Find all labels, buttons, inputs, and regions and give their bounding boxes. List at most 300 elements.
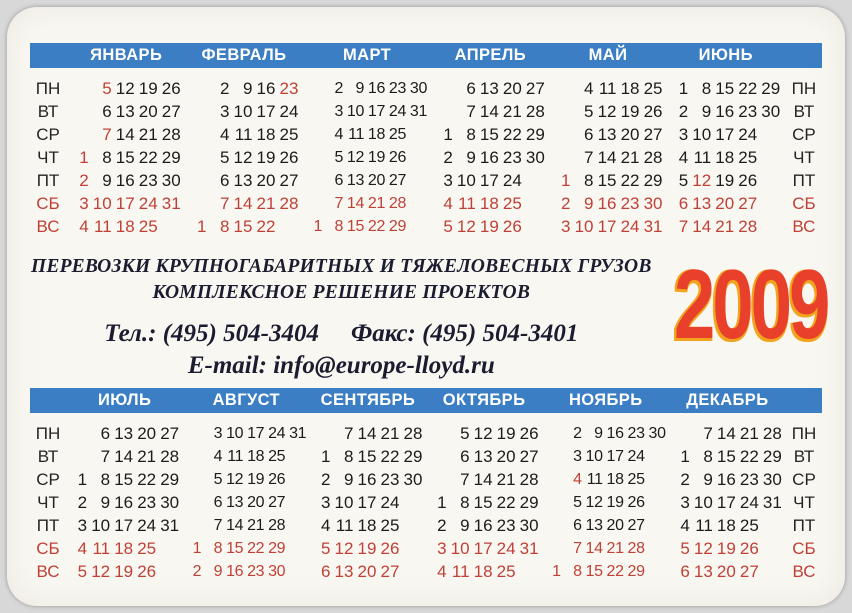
day-october-23: 23 — [496, 515, 516, 535]
day-july-11: 11 — [92, 538, 111, 558]
month-june-СБ-cells — [668, 194, 783, 214]
day-october-30: 30 — [519, 515, 539, 535]
day-february-24: 24 — [279, 101, 299, 121]
day-september-29: 29 — [403, 446, 423, 466]
email-line — [31, 350, 652, 382]
label-spacer — [786, 400, 822, 401]
day-january-11: 11 — [94, 216, 112, 236]
day-may-2: 2 — [561, 193, 571, 213]
day-june-19: 19 — [715, 170, 735, 190]
day-october-25: 25 — [496, 561, 516, 581]
day-may-22: 22 — [620, 170, 640, 190]
day-july-8: 8 — [100, 469, 111, 489]
month-may-ПН-cells — [551, 79, 666, 99]
empty-slot — [551, 102, 574, 122]
day-august-11: 11 — [227, 447, 244, 465]
day-april-6: 6 — [466, 78, 476, 98]
day-december-2: 2 — [680, 469, 690, 489]
weekday-row-ПТ — [30, 169, 822, 192]
day-july-3: 3 — [77, 515, 88, 535]
day-october-8: 8 — [460, 492, 470, 512]
day-february-2: 2 — [219, 78, 230, 98]
day-april-30: 30 — [525, 147, 545, 167]
month-september-ВТ-cells — [310, 447, 425, 467]
day-december-1: 1 — [680, 446, 690, 466]
day-august-23: 23 — [247, 562, 265, 580]
day-october-1: 1 — [437, 492, 447, 512]
day-april-10: 10 — [456, 170, 476, 190]
weekday-label-left-ВС: ВС — [36, 216, 60, 236]
day-september-4: 4 — [320, 515, 331, 535]
day-january-26: 26 — [161, 78, 181, 98]
empty-slot — [402, 516, 425, 536]
day-november-2: 2 — [573, 424, 582, 442]
day-july-5: 5 — [77, 561, 88, 581]
phone-fax-line — [31, 318, 652, 350]
empty-slot — [427, 424, 450, 444]
empty-slot — [159, 562, 182, 582]
day-october-26: 26 — [519, 423, 539, 443]
month-august-СР-cells — [183, 471, 309, 489]
day-march-4: 4 — [334, 125, 344, 143]
month-august-ПТ-cells — [183, 517, 309, 535]
day-march-27: 27 — [388, 171, 407, 189]
day-september-23: 23 — [380, 469, 400, 489]
day-january-23: 23 — [138, 170, 158, 190]
month-december-ПН-cells — [670, 424, 785, 444]
day-september-16: 16 — [357, 469, 377, 489]
day-november-20: 20 — [606, 516, 624, 534]
day-may-26: 26 — [643, 101, 663, 121]
month-april-ЧТ-cells — [433, 148, 548, 168]
day-august-31: 31 — [289, 424, 307, 442]
day-november-22: 22 — [606, 562, 624, 580]
empty-slot — [278, 217, 301, 237]
day-april-29: 29 — [525, 124, 545, 144]
empty-slot — [183, 517, 204, 535]
day-january-6: 6 — [102, 101, 112, 121]
day-november-8: 8 — [573, 562, 582, 580]
day-october-29: 29 — [519, 492, 539, 512]
month-may-ВТ-cells — [551, 102, 666, 122]
day-august-27: 27 — [268, 493, 286, 511]
day-july-16: 16 — [114, 492, 134, 512]
day-september-1: 1 — [320, 446, 331, 466]
day-november-26: 26 — [627, 493, 645, 511]
day-may-16: 16 — [597, 193, 617, 213]
day-january-2: 2 — [79, 170, 89, 190]
empty-slot — [288, 540, 309, 558]
day-december-27: 27 — [739, 561, 759, 581]
day-february-22: 22 — [256, 216, 276, 236]
day-june-11: 11 — [693, 147, 712, 167]
empty-slot — [186, 102, 209, 122]
day-september-26: 26 — [380, 538, 400, 558]
day-may-6: 6 — [584, 124, 594, 144]
day-december-7: 7 — [703, 423, 713, 443]
month-may-ПТ-cells — [551, 171, 666, 191]
empty-slot — [161, 217, 184, 237]
day-may-3: 3 — [561, 216, 571, 236]
day-february-15: 15 — [233, 216, 253, 236]
day-july-7: 7 — [100, 446, 111, 466]
company-info — [31, 252, 652, 382]
day-november-29: 29 — [627, 562, 645, 580]
email-address: E-mail: info@europe-lloyd.ru — [187, 352, 495, 379]
empty-slot — [762, 516, 785, 536]
day-december-21: 21 — [739, 423, 759, 443]
empty-slot — [551, 125, 574, 145]
month-september-ЧТ-cells — [310, 493, 425, 513]
day-may-17: 17 — [597, 216, 617, 236]
day-january-8: 8 — [102, 147, 112, 167]
day-april-27: 27 — [525, 78, 545, 98]
day-january-27: 27 — [161, 101, 181, 121]
day-june-13: 13 — [692, 193, 712, 213]
day-august-20: 20 — [247, 493, 265, 511]
day-february-17: 17 — [256, 101, 276, 121]
day-december-4: 4 — [680, 515, 690, 535]
month-july-СБ-cells — [67, 539, 182, 559]
day-april-9: 9 — [466, 147, 476, 167]
day-february-28: 28 — [279, 193, 299, 213]
day-may-10: 10 — [574, 216, 594, 236]
day-june-26: 26 — [738, 170, 758, 190]
day-may-19: 19 — [620, 101, 640, 121]
day-june-21: 21 — [715, 216, 735, 236]
day-may-31: 31 — [643, 216, 663, 236]
day-june-2: 2 — [678, 101, 689, 121]
month-october-ВС-cells — [427, 562, 542, 582]
day-december-10: 10 — [693, 492, 713, 512]
day-october-6: 6 — [460, 446, 470, 466]
day-july-21: 21 — [137, 446, 157, 466]
day-november-14: 14 — [585, 539, 603, 557]
empty-slot — [304, 103, 325, 121]
empty-slot — [427, 447, 450, 467]
day-august-17: 17 — [247, 424, 265, 442]
day-september-8: 8 — [343, 446, 354, 466]
day-september-25: 25 — [380, 515, 400, 535]
day-june-20: 20 — [715, 193, 735, 213]
month-june-ПТ-cells — [668, 171, 783, 191]
day-october-7: 7 — [460, 469, 470, 489]
day-january-21: 21 — [138, 124, 158, 144]
day-april-14: 14 — [479, 101, 499, 121]
month-september-ПН-cells — [310, 424, 425, 444]
day-april-11: 11 — [458, 193, 476, 213]
month-title-august: АВГУСТ — [212, 391, 280, 409]
day-october-15: 15 — [473, 492, 493, 512]
month-august-ПН-cells — [183, 425, 309, 443]
month-june-СР-cells — [668, 125, 783, 145]
day-december-30: 30 — [762, 469, 782, 489]
day-march-8: 8 — [334, 217, 344, 235]
weekday-row-ЧТ — [30, 491, 822, 514]
empty-slot — [762, 539, 785, 559]
day-february-4: 4 — [219, 124, 230, 144]
day-december-29: 29 — [762, 446, 782, 466]
empty-slot — [67, 424, 90, 444]
month-december-ЧТ-cells — [670, 493, 785, 513]
empty-slot — [288, 471, 309, 489]
day-may-24: 24 — [620, 216, 640, 236]
day-december-17: 17 — [716, 492, 736, 512]
month-november-ПН-cells — [543, 425, 669, 443]
weekday-label-left-ПН: ПН — [35, 78, 61, 98]
day-november-21: 21 — [606, 539, 624, 557]
day-july-29: 29 — [160, 469, 180, 489]
month-october-ПТ-cells — [427, 516, 542, 536]
day-august-24: 24 — [268, 424, 286, 442]
day-october-3: 3 — [437, 538, 447, 558]
month-may-ЧТ-cells — [551, 148, 666, 168]
day-april-26: 26 — [502, 216, 522, 236]
day-february-25: 25 — [279, 124, 299, 144]
day-september-14: 14 — [357, 423, 377, 443]
day-june-23: 23 — [738, 101, 758, 121]
day-september-17: 17 — [357, 492, 377, 512]
day-january-20: 20 — [138, 101, 158, 121]
day-june-14: 14 — [692, 216, 712, 236]
day-may-13: 13 — [597, 124, 617, 144]
fax-number: Факс: (495) 504-3401 — [350, 320, 579, 347]
day-november-11: 11 — [586, 470, 603, 488]
empty-slot — [648, 448, 669, 466]
empty-slot — [304, 172, 325, 190]
day-august-2: 2 — [192, 562, 202, 580]
empty-slot — [760, 171, 783, 191]
month-january-СР-cells — [69, 125, 184, 145]
month-november-СБ-cells — [543, 540, 669, 558]
day-june-16: 16 — [715, 101, 735, 121]
day-july-28: 28 — [160, 446, 180, 466]
day-september-15: 15 — [357, 446, 377, 466]
day-march-5: 5 — [334, 148, 344, 166]
day-november-3: 3 — [573, 447, 582, 465]
day-november-27: 27 — [627, 516, 645, 534]
day-march-14: 14 — [346, 194, 365, 212]
day-march-12: 12 — [346, 148, 365, 166]
day-june-24: 24 — [738, 124, 758, 144]
day-february-6: 6 — [219, 170, 230, 190]
month-august-ВТ-cells — [183, 448, 309, 466]
weekday-label-right-ВТ: ВТ — [793, 101, 815, 121]
day-march-25: 25 — [388, 125, 407, 143]
empty-slot — [543, 425, 564, 443]
month-april-СБ-cells — [433, 194, 548, 214]
day-june-1: 1 — [678, 78, 689, 98]
day-february-5: 5 — [219, 147, 230, 167]
day-september-12: 12 — [334, 538, 354, 558]
empty-slot — [402, 539, 425, 559]
day-august-10: 10 — [226, 424, 244, 442]
empty-slot — [543, 540, 564, 558]
month-march-СБ-cells — [304, 195, 430, 213]
calendar-top-half — [7, 7, 845, 238]
day-april-22: 22 — [502, 124, 522, 144]
day-april-12: 12 — [456, 216, 476, 236]
day-march-20: 20 — [367, 171, 386, 189]
day-december-5: 5 — [680, 538, 690, 558]
empty-slot — [186, 194, 209, 214]
day-november-9: 9 — [594, 424, 603, 442]
day-june-4: 4 — [678, 147, 689, 167]
day-february-12: 12 — [233, 147, 253, 167]
weekday-label-right-ПН: ПН — [791, 423, 817, 443]
weekday-label-right-СБ: СБ — [792, 538, 816, 558]
weekday-label-left-ВТ: ВТ — [37, 101, 59, 121]
weekday-label-right-ПТ: ПТ — [792, 170, 816, 190]
day-november-23: 23 — [627, 424, 645, 442]
day-february-23: 23 — [279, 78, 299, 98]
day-november-30: 30 — [648, 424, 666, 442]
empty-slot — [519, 562, 542, 582]
day-june-8: 8 — [701, 78, 712, 98]
day-july-15: 15 — [114, 469, 134, 489]
empty-slot — [69, 102, 92, 122]
day-august-7: 7 — [213, 516, 223, 534]
day-october-11: 11 — [451, 561, 470, 581]
day-february-10: 10 — [233, 101, 253, 121]
day-january-17: 17 — [115, 193, 135, 213]
day-april-1: 1 — [443, 124, 453, 144]
day-june-18: 18 — [715, 147, 735, 167]
day-october-24: 24 — [496, 538, 516, 558]
day-november-10: 10 — [585, 447, 603, 465]
weekday-label-right-ЧТ: ЧТ — [793, 492, 815, 512]
day-july-20: 20 — [137, 423, 157, 443]
month-november-ВС-cells — [543, 563, 669, 581]
day-march-24: 24 — [388, 102, 407, 120]
month-february-ВС-cells — [186, 217, 301, 237]
day-may-5: 5 — [584, 101, 594, 121]
empty-slot — [159, 539, 182, 559]
day-october-19: 19 — [496, 423, 516, 443]
day-july-25: 25 — [137, 538, 157, 558]
day-september-19: 19 — [357, 538, 377, 558]
day-november-28: 28 — [627, 539, 645, 557]
day-april-16: 16 — [479, 147, 499, 167]
day-october-16: 16 — [473, 515, 493, 535]
empty-slot — [760, 125, 783, 145]
empty-slot — [525, 171, 548, 191]
day-april-25: 25 — [502, 193, 522, 213]
day-february-8: 8 — [219, 216, 230, 236]
label-spacer — [30, 55, 66, 56]
month-february-ВТ-cells — [186, 102, 301, 122]
day-may-1: 1 — [561, 170, 571, 190]
month-header-bar — [30, 43, 822, 68]
empty-slot — [69, 79, 92, 99]
empty-slot — [543, 517, 564, 535]
day-september-22: 22 — [380, 446, 400, 466]
day-may-12: 12 — [597, 101, 617, 121]
day-july-26: 26 — [137, 561, 157, 581]
day-december-12: 12 — [693, 538, 713, 558]
day-december-25: 25 — [739, 515, 759, 535]
month-january-ВС-cells — [69, 217, 184, 237]
empty-slot — [186, 148, 209, 168]
year-badge — [652, 249, 834, 359]
empty-slot — [760, 148, 783, 168]
day-november-12: 12 — [585, 493, 603, 511]
day-march-13: 13 — [346, 171, 365, 189]
day-march-7: 7 — [334, 194, 344, 212]
day-march-6: 6 — [334, 171, 344, 189]
day-february-13: 13 — [233, 170, 253, 190]
day-january-7: 7 — [102, 124, 112, 144]
day-october-31: 31 — [519, 538, 539, 558]
empty-slot — [288, 448, 309, 466]
day-may-4: 4 — [584, 78, 594, 98]
day-march-1: 1 — [313, 217, 323, 235]
day-january-10: 10 — [92, 193, 112, 213]
day-july-18: 18 — [114, 538, 134, 558]
weekday-label-right-СР: СР — [792, 124, 816, 144]
weekday-label-right-ВС: ВС — [792, 216, 816, 236]
weekday-label-right-ВС: ВС — [792, 561, 816, 581]
empty-slot — [409, 126, 430, 144]
month-february-ЧТ-cells — [186, 148, 301, 168]
day-february-18: 18 — [256, 124, 276, 144]
day-may-11: 11 — [598, 78, 617, 98]
day-january-14: 14 — [115, 124, 135, 144]
day-november-17: 17 — [606, 447, 624, 465]
month-february-СБ-cells — [186, 194, 301, 214]
day-june-6: 6 — [678, 193, 689, 213]
day-august-19: 19 — [247, 470, 265, 488]
day-august-30: 30 — [268, 562, 286, 580]
day-may-29: 29 — [643, 170, 663, 190]
empty-slot — [186, 171, 209, 191]
empty-slot — [186, 125, 209, 145]
empty-slot — [409, 195, 430, 213]
weekday-row-ВС — [30, 560, 822, 583]
day-july-17: 17 — [114, 515, 134, 535]
weekday-label-left-СР: СР — [36, 124, 60, 144]
month-june-ЧТ-cells — [668, 148, 783, 168]
day-november-15: 15 — [585, 562, 603, 580]
month-title-april: АПРЕЛЬ — [454, 46, 527, 64]
day-january-29: 29 — [161, 147, 181, 167]
day-october-10: 10 — [450, 538, 470, 558]
month-august-СБ-cells — [183, 540, 309, 558]
phone-number: Тел.: (495) 504-3404 — [104, 320, 319, 347]
empty-slot — [409, 172, 430, 190]
day-may-21: 21 — [620, 147, 640, 167]
year-text: 2009 — [673, 249, 827, 359]
day-february-11: 11 — [234, 124, 253, 144]
month-july-СР-cells — [67, 470, 182, 490]
empty-slot — [648, 517, 669, 535]
weekday-label-left-ПТ: ПТ — [36, 515, 60, 535]
day-january-1: 1 — [79, 147, 89, 167]
month-october-ЧТ-cells — [427, 493, 542, 513]
day-august-14: 14 — [226, 516, 244, 534]
month-may-ВС-cells — [551, 217, 666, 237]
day-december-8: 8 — [703, 446, 713, 466]
day-october-5: 5 — [460, 423, 470, 443]
day-november-13: 13 — [585, 516, 603, 534]
day-august-8: 8 — [213, 539, 223, 557]
weekday-label-left-СБ: СБ — [36, 538, 60, 558]
day-november-4: 4 — [573, 470, 582, 488]
day-may-28: 28 — [643, 147, 663, 167]
day-february-19: 19 — [256, 147, 276, 167]
empty-slot — [762, 562, 785, 582]
weekday-row-СБ — [30, 192, 822, 215]
